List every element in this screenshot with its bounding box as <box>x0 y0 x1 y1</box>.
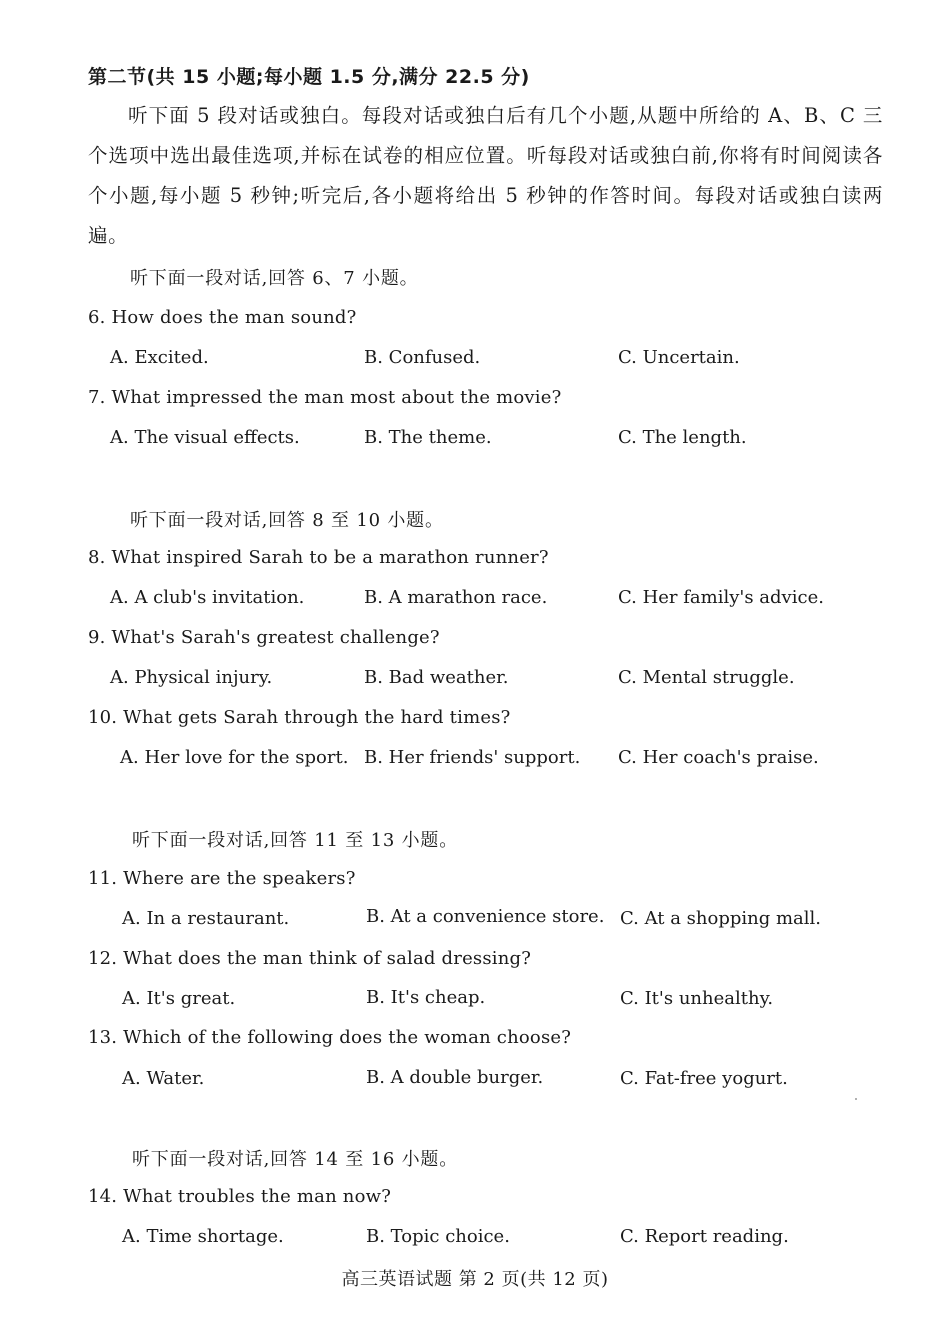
option-c: C. It's unhealthy. <box>620 988 774 1009</box>
option-a: A. Time shortage. <box>122 1226 284 1247</box>
question-stem: 10. What gets Sarah through the hard times? <box>88 707 511 728</box>
question-stem: 14. What troubles the man now? <box>88 1186 392 1207</box>
section-intro: 听下面 5 段对话或独白。每段对话或独白后有几个小题,从题中所给的 A、B、C 三个选项中选出最佳选项,并标在试卷的相应位置。听每段对话或独白前,你将有时间阅读各个小题,每小题 5 秒钟;听完后,各小题将给出 5 秒钟的作答时间。每段对话或独白读两遍。 <box>88 104 883 247</box>
question-stem: 6. How does the man sound? <box>88 307 357 328</box>
option-c: C. Mental struggle. <box>618 667 795 688</box>
option-b: B. A double burger. <box>366 1067 544 1088</box>
option-b: B. At a convenience store. <box>366 906 605 927</box>
option-a: A. It's great. <box>122 988 236 1009</box>
scan-speck <box>855 1098 857 1100</box>
group-instruction: 听下面一段对话,回答 11 至 13 小题。 <box>132 830 459 851</box>
option-c: C. Report reading. <box>620 1226 789 1247</box>
question-stem: 7. What impressed the man most about the movie? <box>88 387 562 408</box>
group-instruction: 听下面一段对话,回答 8 至 10 小题。 <box>130 510 444 531</box>
option-b: B. Confused. <box>364 347 481 368</box>
option-c: C. The length. <box>618 427 747 448</box>
question-stem: 8. What inspired Sarah to be a marathon runner? <box>88 547 549 568</box>
group-instruction: 听下面一段对话,回答 6、7 小题。 <box>130 268 419 289</box>
option-a: A. The visual effects. <box>110 427 300 448</box>
option-a: A. Water. <box>122 1068 205 1089</box>
question-stem: 12. What does the man think of salad dressing? <box>88 948 532 969</box>
question-stem: 9. What's Sarah's greatest challenge? <box>88 627 440 648</box>
option-a: A. In a restaurant. <box>122 908 290 929</box>
option-a: A. Physical injury. <box>110 667 273 688</box>
option-b: B. The theme. <box>364 427 492 448</box>
option-a: A. Excited. <box>110 347 209 368</box>
section-title: 第二节(共 15 小题;每小题 1.5 分,满分 22.5 分) <box>88 66 530 88</box>
option-b: B. Topic choice. <box>366 1226 510 1247</box>
option-c: C. Uncertain. <box>618 347 740 368</box>
option-c: C. Her coach's praise. <box>618 747 819 768</box>
question-stem: 13. Which of the following does the woman choose? <box>88 1027 572 1048</box>
option-b: B. A marathon race. <box>364 587 548 608</box>
page-footer: 高三英语试题 第 2 页(共 12 页) <box>341 1269 609 1290</box>
option-c: C. Her family's advice. <box>618 587 824 608</box>
option-a: A. Her love for the sport. <box>120 747 349 768</box>
option-b: B. It's cheap. <box>366 987 486 1008</box>
option-c: C. At a shopping mall. <box>620 908 822 929</box>
option-c: C. Fat-free yogurt. <box>620 1068 788 1089</box>
group-instruction: 听下面一段对话,回答 14 至 16 小题。 <box>132 1149 459 1170</box>
option-a: A. A club's invitation. <box>110 587 305 608</box>
question-stem: 11. Where are the speakers? <box>88 868 356 889</box>
option-b: B. Her friends' support. <box>364 747 581 768</box>
option-b: B. Bad weather. <box>364 667 509 688</box>
